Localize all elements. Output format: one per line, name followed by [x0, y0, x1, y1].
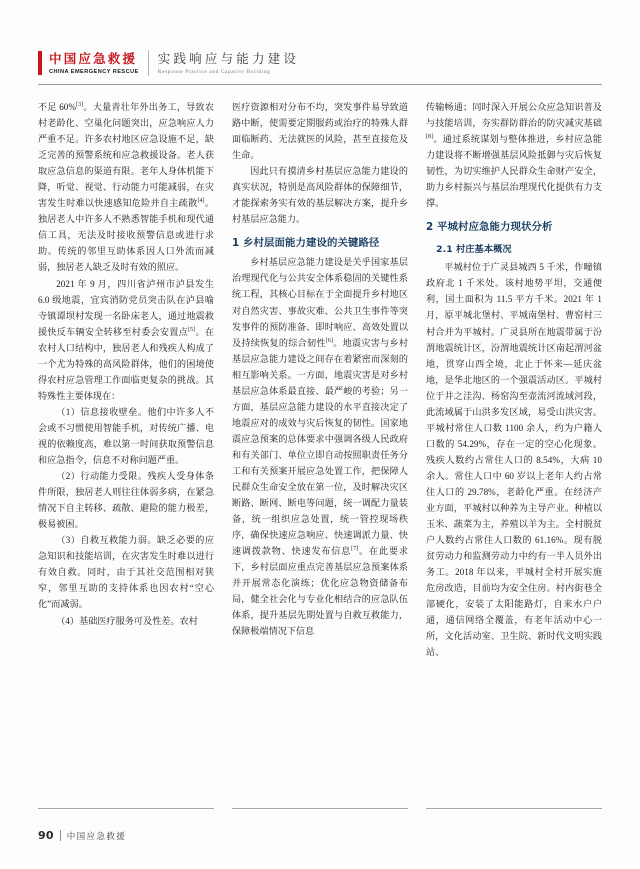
page-number: 90 [38, 829, 54, 842]
column-bottom-rule [38, 808, 214, 809]
reference-marker: [6] [325, 337, 333, 344]
accent-bar-icon [38, 51, 42, 75]
page-footer [38, 829, 126, 842]
article-body [38, 99, 602, 809]
reference-marker: [5] [188, 326, 196, 333]
column-2 [232, 99, 408, 809]
paragraph: （1）信息接收壁垒。他们中许多人不会或不习惯使用智能手机，对传统广播、电视的依赖度高，难以第一时间获取预警信息和应急指令，信息不对称问题严重。 [38, 406, 214, 466]
masthead-section [158, 51, 299, 76]
section-heading-2: 2 平城村应急能力现状分析 [426, 221, 553, 234]
reference-marker: [3] [76, 101, 84, 108]
masthead [38, 45, 602, 81]
paragraph: 传输畅通；同时深入开展公众应急知识普及与技能培训，夯实群防群治的防灾减灾基础[8]。通过系统谋划与整体推进，乡村应急能力建设将不断增强基层风险抵御与灾后恢复韧性，为切实维护人民群众生命财产安全，助力乡村振兴与基层治理现代化提供有力支撑。 [426, 102, 602, 209]
masthead-divider [148, 50, 149, 76]
header-rule [38, 84, 602, 85]
masthead-journal [49, 51, 148, 75]
reference-marker: [7] [351, 546, 359, 553]
column-1 [38, 99, 214, 809]
paragraph: （2）行动能力受限。残疾人受身体条件所限，独居老人则往往体弱多病，在紧急情况下自主转移、疏散、避险的能力极差，极易被困。 [38, 471, 214, 530]
journal-title-cn: 中国应急救援 [49, 51, 138, 67]
paragraph: 乡村基层应急能力建设是关乎国家基层治理现代化与公共安全体系稳固的关键性系统工程，其核心目标在于全面提升乡村地区对自然灾害、事故灾难、公共卫生事件等突发事件的预防准备、即时响应、高效处置以及持续恢复的综合韧性[6]。地震灾害与乡村基层应急能力建设之间存在着紧密而深刻的相互影响关系。一方面，地震灾害是对乡村基层应急体系最直接、最严峻的考验；另一方面，基层应急能力建设的水平直接决定了地震应对的成效与灾后恢复的韧性。国家地震应急预案的总体要求中强调各级人民政府和有关部门、单位立即自动按照职责任务分工和有关预案开展应急处置工作，把保障人民群众生命安全放在第一位，及时解决灾区断路、断网、断电等问题，统一调配力量装备，统一组织应急处置，统一管控现场秩序，确保快速应急响应、快速调派力量、快速调拨款物、快速发布信息[7]。在此要求下，乡村层面应重点完善基层应急预案体系并开展常态化演练；优化应急物资储备布局，健全社会化与专业化相结合的应急队伍体系，提升基层先期处置与自救互救能力，保障极端情况下信息 [232, 257, 408, 637]
paragraph: 因此只有摸清乡村基层应急能力建设的真实状况，特别是高风险群体的保障细节，才能探索务实有效的基层解决方案，提升乡村基层应急能力。 [232, 166, 408, 225]
column-3 [426, 99, 602, 809]
paragraph: 不足 60%[3]。大量青壮年外出务工，导致农村老龄化、空巢化问题突出，应急响应人力严重不足。许多农村地区应急设施不足，缺乏完善的预警系统和应急救援设备。老人获取应急信息的渠道有限。老年人身体机能下降，听觉、视觉、行动能力可能减弱，在灾害发生时难以快速感知危险并自主疏散[4]。独居老人中许多人不熟悉智能手机和现代通信工具，无法及时接收预警信息或进行求助。传统的邻里互助体系因人口外流而减弱，独居老人缺乏及时有效的照应。 [38, 101, 214, 273]
paragraph: 2021 年 9 月，四川省泸州市泸县发生 6.0 级地震，宜宾消防党员突击队在泸县喻寺镇谭坝村发现一名卧床老人，通过地震救援快反车辆安全转移至村委会安置点[5]。在农村人口结构中，独居老人和残疾人构成了一个尤为特殊的高风险群体，他们的困境使得农村应急管理工作面临更复杂的挑战。其特殊性主要体现在： [38, 278, 214, 401]
footer-journal-name: 中国应急救援 [66, 831, 127, 842]
paragraph: （3）自救互救能力弱。缺乏必要的应急知识和技能培训，在灾害发生时难以进行有效自救。同时，由于其社交范围相对狭窄，邻里互助的支持体系也因农村“空心化”而减弱。 [38, 535, 214, 610]
subsection-heading-2-1: 2.1 村庄基本概况 [436, 244, 512, 256]
footer-divider [60, 830, 61, 841]
journal-title-en: CHINA EMERGENCY RESCUE [49, 68, 139, 75]
section-title-en: Response Practice and Capacity Building [157, 69, 271, 76]
paragraph: 医疗资源相对分布不均，突发事件易导致道路中断，使需要定期服药或治疗的特殊人群面临断药、无法就医的风险，甚至直接危及生命。 [232, 102, 408, 161]
column-bottom-rule [426, 808, 602, 809]
reference-marker: [4] [197, 198, 205, 205]
section-heading-1: 1 乡村层面能力建设的关键路径 [232, 237, 380, 250]
section-title-cn: 实践响应与能力建设 [157, 50, 300, 66]
column-bottom-rule [232, 808, 408, 809]
paragraph: 平城村位于广灵县城西 5 千米，作疃镇政府北 1 千米处。该村地势平坦，交通便利，国土面积为 11.5 平方千米。2021 年 1 月，原平城北堡村、平城南堡村、曹窑村三村合并为平城村。广灵县所在地震带属于汾渭地震统计区，汾渭地震统计区南起渭河盆地，贯穿山西全境，北止于怀来—延庆盆地，是华北地区的一个强震活动区。平城村位于井之洼沟、杨窑沟至壶流河流域河段，此流域属于山洪多发区域，易受山洪灾害。平城村常住人口数 1100 余人，约为户籍人口数的 54.29%，存在一定的空心化现象。残疾人数约占常住人口的 8.54%，大病 10 余人。常住人口中 60 岁以上老年人约占常住人口的 29.78%，老龄化严重。在经济产业方面，平城村以种养为主导产业。种植以玉米、蔬菜为主，养殖以羊为主。全村脱贫户人数约占常住人口数的 61.16%。现有脱贫劳动力和监测劳动力中约有一半人员外出务工。2018 年以来，平城村全村开展实施危房改造，目前均为安全住房。村内街巷全部硬化，安装了太阳能路灯，自来水户户通，通信网络全覆盖，有老年活动中心一所，文化活动室、卫生院、新时代文明实践站、 [426, 262, 602, 658]
paragraph: （4）基础医疗服务可及性差。农村 [56, 615, 198, 626]
reference-marker: [8] [426, 134, 434, 141]
